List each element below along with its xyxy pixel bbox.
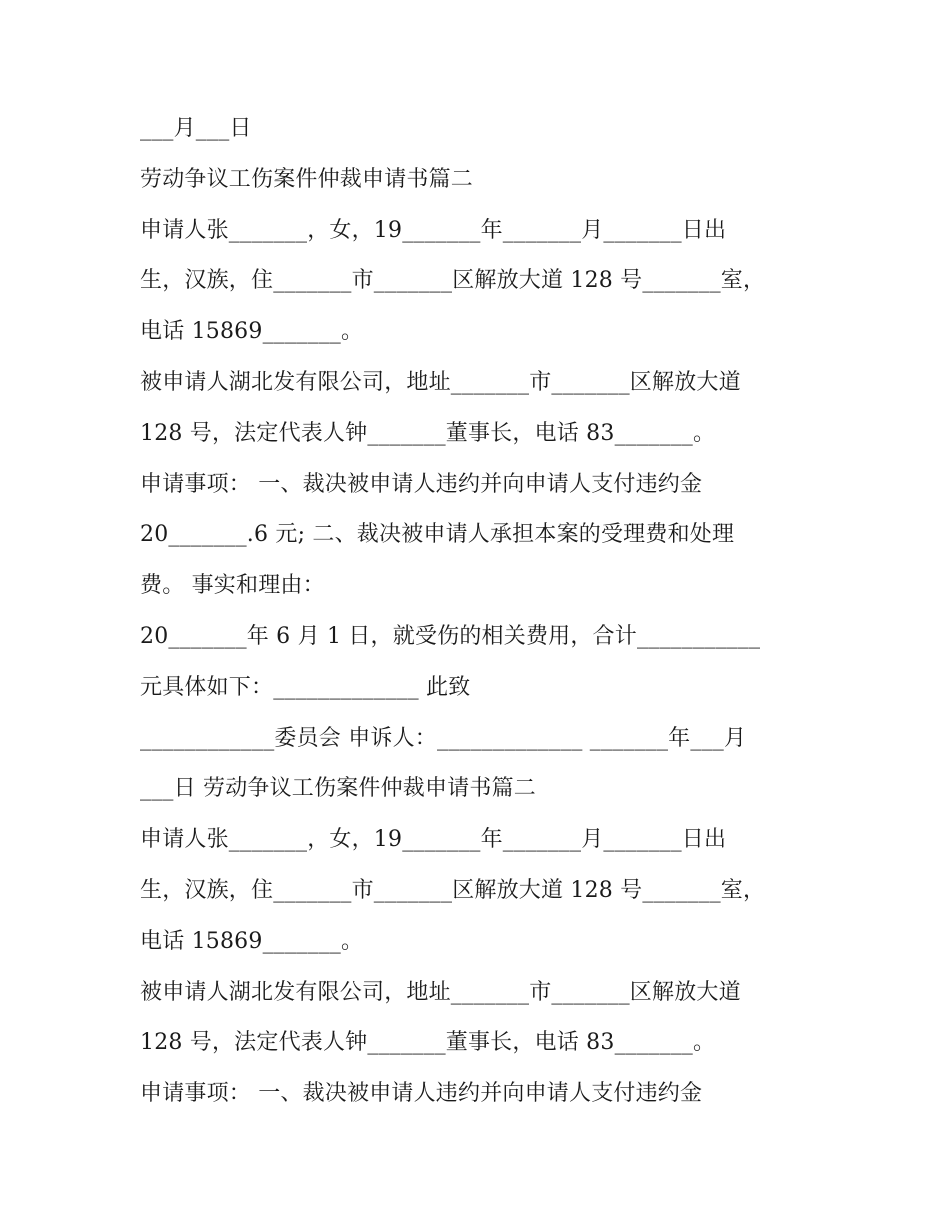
date-title-line: ___日 劳动争议工伤案件仲裁申请书篇二 — [140, 776, 536, 802]
applicant-line: 申请人张_______，女，19_______年_______月_______日出 — [140, 217, 727, 243]
facts-line: 20_______年 6 月 1 日，就受伤的相关费用，合计___________ — [140, 623, 761, 649]
claims-line: 申请事项： 一、裁决被申请人违约并向申请人支付违约金 — [140, 471, 703, 497]
applicant-phone-line: 电话 15869_______。 — [140, 319, 364, 345]
respondent-representative-line: 128 号，法定代表人钟_______董事长，电话 83_______。 — [140, 420, 716, 446]
section-title: 劳动争议工伤案件仲裁申请书篇二 — [140, 166, 474, 192]
respondent-line: 被申请人湖北发有限公司，地址_______市_______区解放大道 — [140, 369, 741, 395]
applicant-line-repeat: 申请人张_______，女，19_______年_______月_______日出 — [140, 827, 727, 853]
claims-line-repeat: 申请事项： 一、裁决被申请人违约并向申请人支付违约金 — [140, 1081, 703, 1107]
committee-line: ____________委员会 申诉人：_____________ _______年___月 — [140, 725, 747, 751]
details-line: 元具体如下：_____________ 此致 — [140, 674, 471, 700]
facts-heading-line: 费。 事实和理由： — [140, 573, 325, 599]
document-body — [140, 104, 820, 1120]
claims-amount-line: 20_______.6 元; 二、裁决被申请人承担本案的受理费和处理 — [140, 522, 735, 548]
applicant-phone-line-repeat: 电话 15869_______。 — [140, 928, 364, 954]
applicant-address-line-repeat: 生，汉族，住_______市_______区解放大道 128 号_______室， — [140, 877, 766, 903]
applicant-address-line: 生，汉族，住_______市_______区解放大道 128 号_______室， — [140, 268, 766, 294]
respondent-line-repeat: 被申请人湖北发有限公司，地址_______市_______区解放大道 — [140, 979, 741, 1005]
date-line: ___月___日 — [140, 116, 252, 141]
respondent-representative-line-repeat: 128 号，法定代表人钟_______董事长，电话 83_______。 — [140, 1030, 716, 1056]
